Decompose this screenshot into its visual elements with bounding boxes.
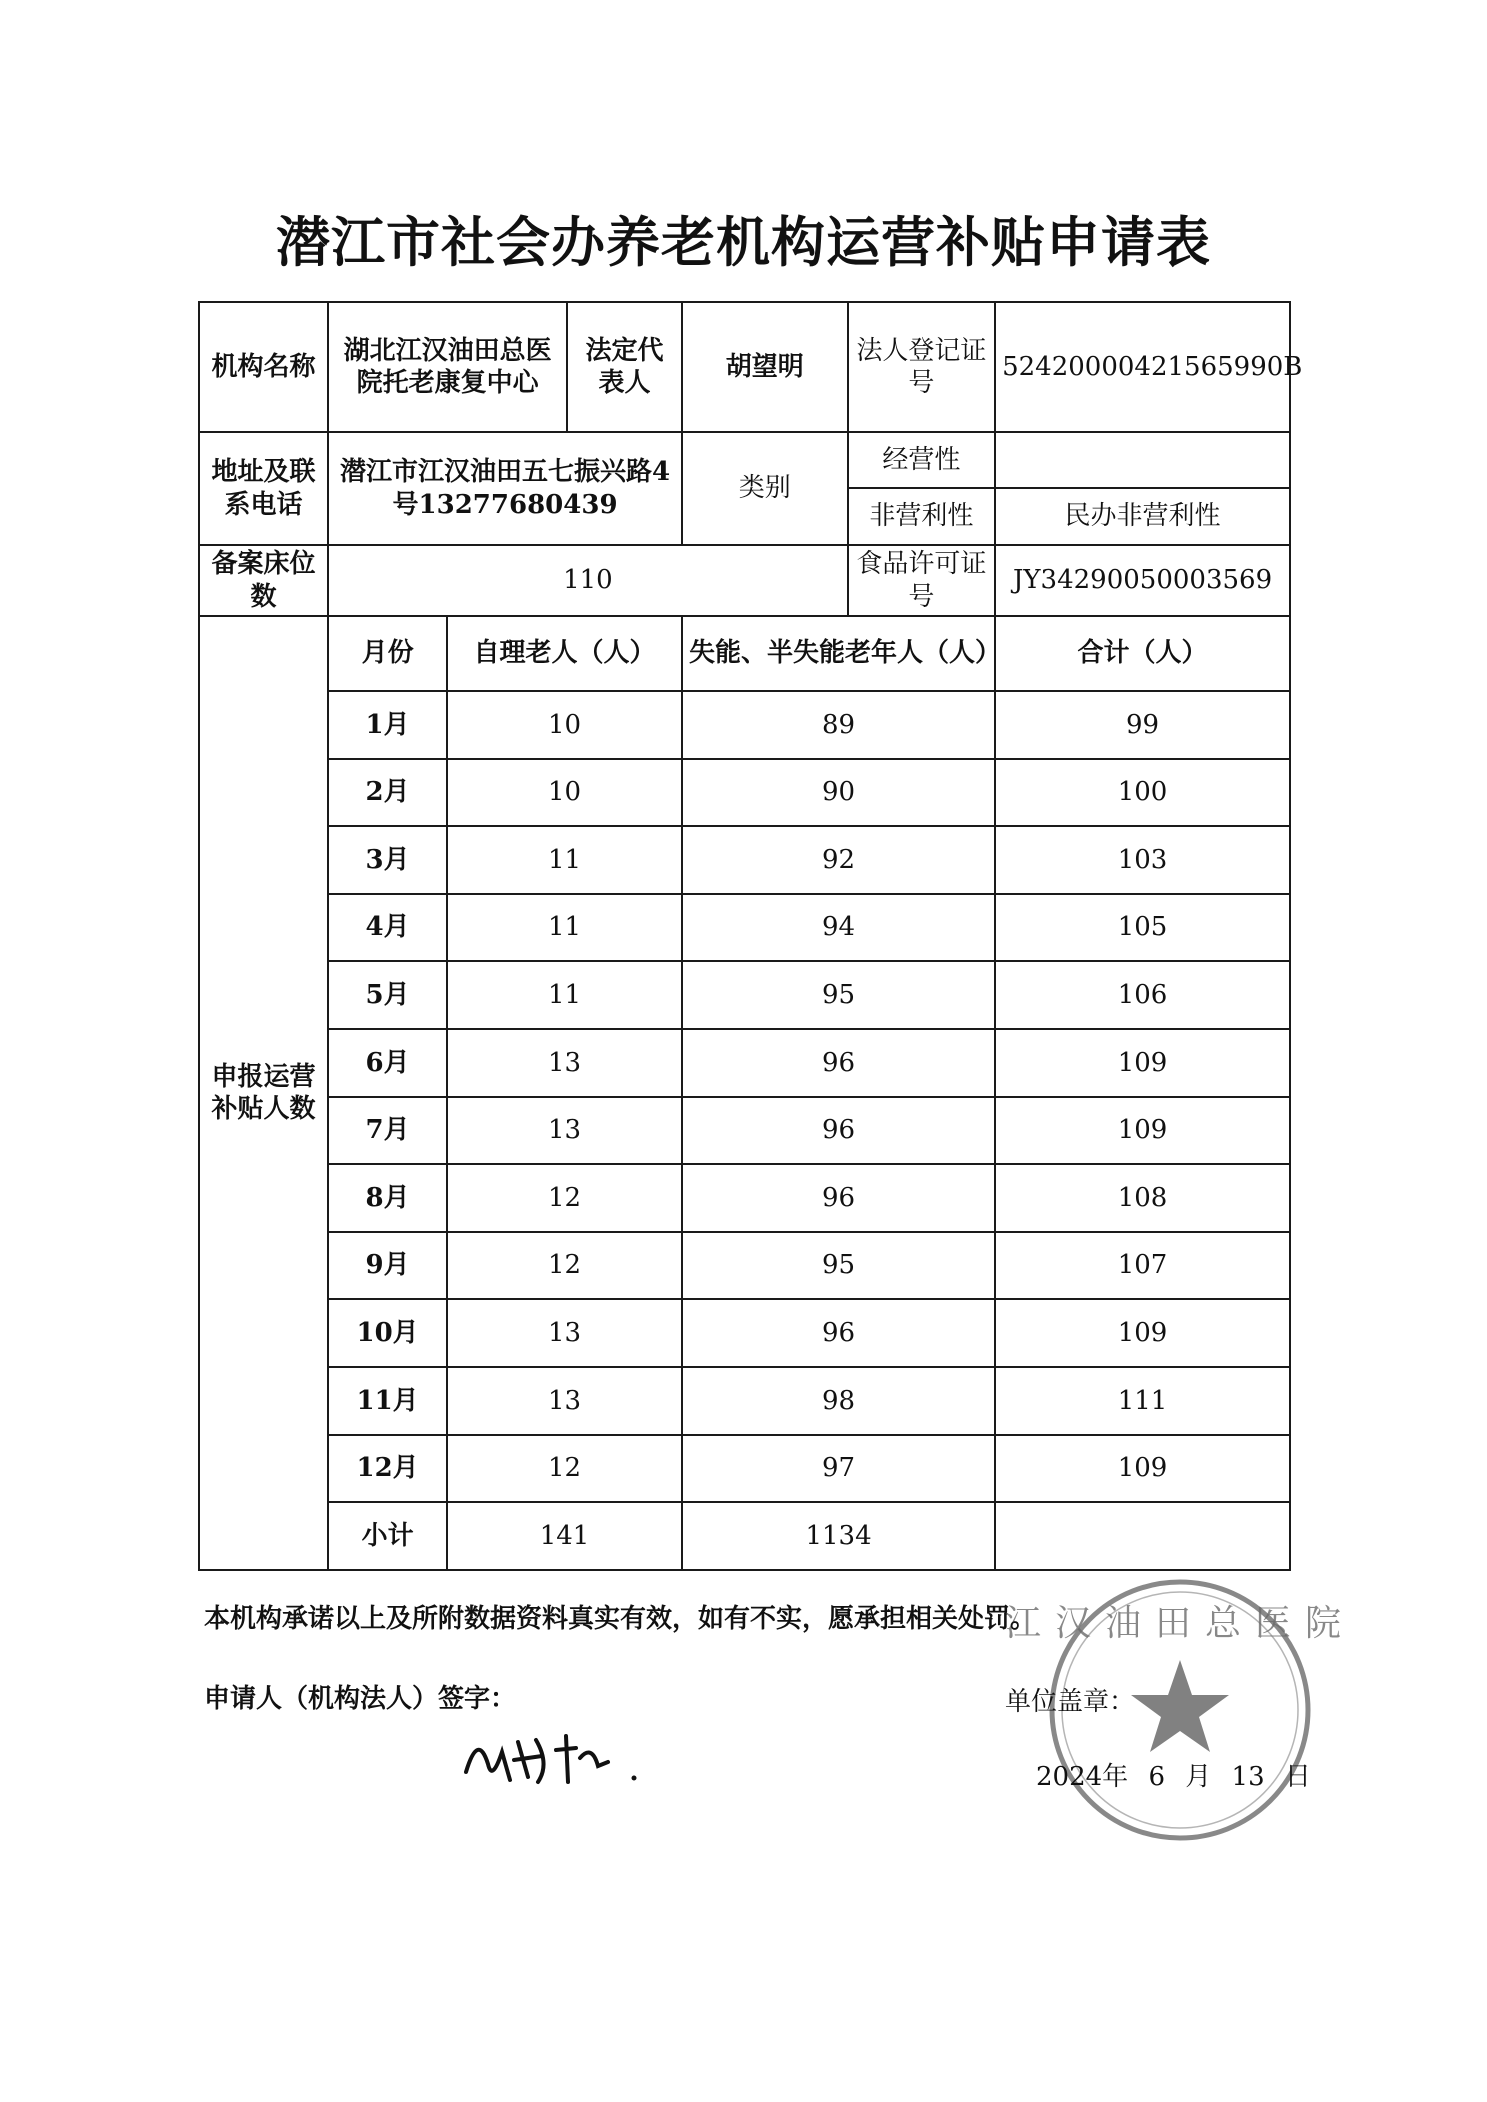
self-care-cell: 10 xyxy=(447,759,682,827)
registration-number: 52420000421565990B xyxy=(995,302,1290,432)
signing-date xyxy=(1030,1756,1317,1793)
self-care-cell: 13 xyxy=(447,1029,682,1097)
food-license-label: 食品许可证号 xyxy=(848,545,995,616)
disabled-cell: 96 xyxy=(682,1299,995,1367)
institution-name-label: 机构名称 xyxy=(199,302,328,432)
total-cell: 100 xyxy=(995,759,1290,827)
month-cell: 11月 xyxy=(328,1367,447,1435)
disabled-cell: 95 xyxy=(682,1232,995,1300)
month-cell: 9月 xyxy=(328,1232,447,1300)
registration-label: 法人登记证号 xyxy=(848,302,995,432)
self-care-cell: 13 xyxy=(447,1097,682,1165)
header-disabled: 失能、半失能老年人（人） xyxy=(682,616,995,691)
beds-value: 110 xyxy=(328,545,848,616)
month-cell: 8月 xyxy=(328,1164,447,1232)
self-care-cell: 12 xyxy=(447,1435,682,1503)
table-row xyxy=(199,1164,1290,1232)
total-cell: 99 xyxy=(995,691,1290,759)
application-form-table xyxy=(198,301,1303,1571)
disabled-cell: 97 xyxy=(682,1435,995,1503)
subtotal-disabled: 1134 xyxy=(682,1502,995,1570)
subtotal-label: 小计 xyxy=(328,1502,447,1570)
disabled-cell: 96 xyxy=(682,1097,995,1165)
self-care-cell: 13 xyxy=(447,1367,682,1435)
disabled-cell: 90 xyxy=(682,759,995,827)
table-row xyxy=(199,759,1290,827)
table-row xyxy=(199,1232,1290,1300)
month-cell: 4月 xyxy=(328,894,447,962)
svg-text:江汉油田总医院: 江汉油田总医院 xyxy=(1004,1603,1356,1644)
non-profit-label: 非营利性 xyxy=(848,488,995,545)
month-cell: 12月 xyxy=(328,1435,447,1503)
legal-rep-value: 胡望明 xyxy=(682,302,848,432)
address-label: 地址及联系电话 xyxy=(199,432,328,545)
total-cell: 109 xyxy=(995,1299,1290,1367)
total-cell: 106 xyxy=(995,961,1290,1029)
institution-row xyxy=(199,302,1290,432)
disabled-cell: 96 xyxy=(682,1164,995,1232)
date-month: 6 xyxy=(1148,1762,1165,1792)
disabled-cell: 92 xyxy=(682,826,995,894)
form-title: 潜江市社会办养老机构运营补贴申请表 xyxy=(276,211,1211,274)
pledge-statement: 本机构承诺以上及所附数据资料真实有效，如有不实，愿承担相关处罚。 xyxy=(204,1604,1037,1634)
total-cell: 108 xyxy=(995,1164,1290,1232)
total-cell: 109 xyxy=(995,1435,1290,1503)
applicant-signature-label: 申请人（机构法人）签字： xyxy=(204,1684,517,1714)
month-cell: 7月 xyxy=(328,1097,447,1165)
for-profit-value xyxy=(995,432,1290,488)
disabled-cell: 98 xyxy=(682,1367,995,1435)
self-care-cell: 11 xyxy=(447,826,682,894)
header-self-care: 自理老人（人） xyxy=(447,616,682,691)
total-cell: 103 xyxy=(995,826,1290,894)
beds-row xyxy=(199,545,1290,616)
for-profit-label: 经营性 xyxy=(848,432,995,488)
address-value: 潜江市江汉油田五七振兴路4号13277680439 xyxy=(328,432,682,545)
address-row xyxy=(199,432,1290,488)
handwritten-signature xyxy=(458,1722,648,1796)
subsidy-section-label: 申报运营补贴人数 xyxy=(199,616,328,1570)
header-total: 合计（人） xyxy=(995,616,1290,691)
total-cell: 107 xyxy=(995,1232,1290,1300)
total-cell: 111 xyxy=(995,1367,1290,1435)
self-care-cell: 11 xyxy=(447,894,682,962)
beds-label: 备案床位数 xyxy=(199,545,328,616)
self-care-cell: 12 xyxy=(447,1232,682,1300)
disabled-cell: 96 xyxy=(682,1029,995,1097)
self-care-cell: 12 xyxy=(447,1164,682,1232)
self-care-cell: 11 xyxy=(447,961,682,1029)
total-cell: 109 xyxy=(995,1029,1290,1097)
month-cell: 1月 xyxy=(328,691,447,759)
disabled-cell: 89 xyxy=(682,691,995,759)
non-profit-value: 民办非营利性 xyxy=(995,488,1290,545)
date-day-suffix: 日 xyxy=(1284,1762,1311,1792)
month-cell: 2月 xyxy=(328,759,447,827)
institution-name-value: 湖北江汉油田总医院托老康复中心 xyxy=(328,302,567,432)
date-month-suffix: 月 xyxy=(1185,1762,1212,1792)
table-row xyxy=(199,894,1290,962)
date-day: 13 xyxy=(1231,1762,1265,1792)
self-care-cell: 10 xyxy=(447,691,682,759)
month-cell: 3月 xyxy=(328,826,447,894)
month-cell: 10月 xyxy=(328,1299,447,1367)
table-row xyxy=(199,1367,1290,1435)
subsidy-header-row xyxy=(199,616,1290,691)
total-cell: 109 xyxy=(995,1097,1290,1165)
table-row xyxy=(199,1299,1290,1367)
disabled-cell: 95 xyxy=(682,961,995,1029)
self-care-cell: 13 xyxy=(447,1299,682,1367)
disabled-cell: 94 xyxy=(682,894,995,962)
category-label: 类别 xyxy=(682,432,848,545)
header-month: 月份 xyxy=(328,616,447,691)
table-row xyxy=(199,1097,1290,1165)
table-row xyxy=(199,1435,1290,1503)
table-row xyxy=(199,961,1290,1029)
month-cell: 6月 xyxy=(328,1029,447,1097)
table-row xyxy=(199,691,1290,759)
legal-rep-label: 法定代表人 xyxy=(567,302,682,432)
subtotal-self-care: 141 xyxy=(447,1502,682,1570)
food-license-number: JY34290050003569 xyxy=(995,545,1290,616)
table-row xyxy=(199,1029,1290,1097)
month-cell: 5月 xyxy=(328,961,447,1029)
subtotal-row xyxy=(199,1502,1290,1570)
subtotal-total xyxy=(995,1502,1290,1570)
table-row xyxy=(199,826,1290,894)
seal-label: 单位盖章： xyxy=(1005,1687,1136,1717)
date-year: 2024年 xyxy=(1036,1762,1129,1792)
total-cell: 105 xyxy=(995,894,1290,962)
